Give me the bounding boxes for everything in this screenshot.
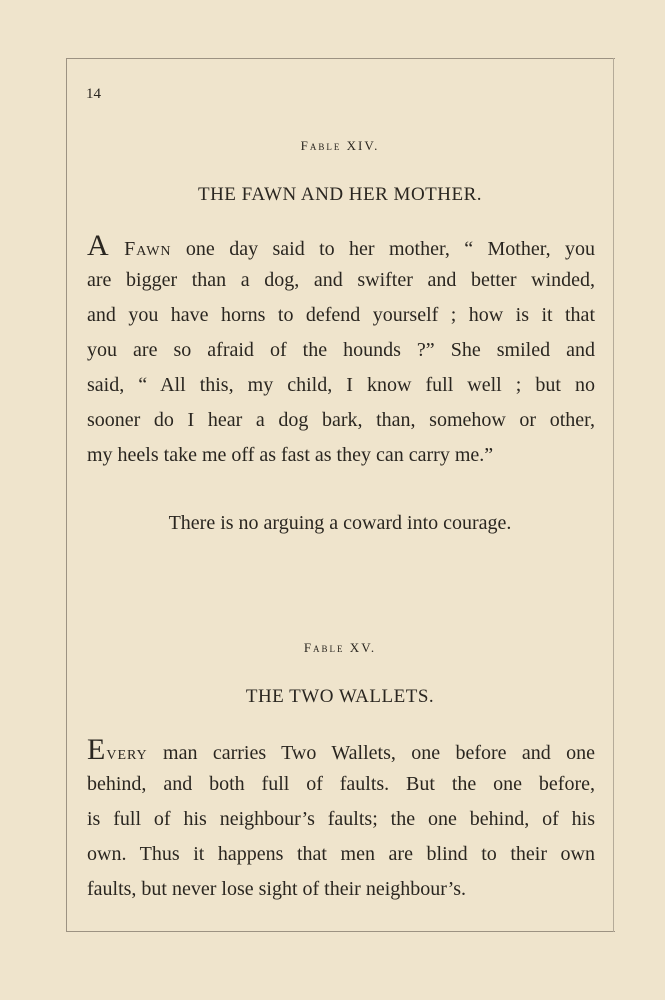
- fable-15-body: [87, 732, 595, 907]
- fable-14-body: [87, 228, 595, 473]
- fable-14-line-2: are bigger than a dog, and swifter and better winded,: [87, 269, 595, 291]
- fable-14-line-5: said, “ All this, my child, I know full well ; but no: [87, 374, 595, 396]
- fable-15-line-2: behind, and both full of faults. But the one before,: [87, 773, 595, 795]
- fable-15-line-1: Every man carries Two Wallets, one before and one: [87, 733, 595, 766]
- fable-14-moral: There is no arguing a coward into courage.: [168, 512, 512, 534]
- fable-14-dropcap: A: [87, 229, 110, 262]
- fable-15-first-word: very: [106, 742, 148, 764]
- fable-15-title: THE TWO WALLETS.: [245, 686, 435, 707]
- fable-15-line-5: faults, but never lose sight of their neighbour’s.: [87, 878, 467, 900]
- fable-14-line-7: my heels take me off as fast as they can carry me.”: [87, 444, 494, 466]
- fable-15-dropcap: E: [87, 733, 107, 766]
- fable-14-line-3: and you have horns to defend yourself ; how is it that: [87, 304, 595, 326]
- fable-14-line-1: A Fawn one day said to her mother, “ Mother, you: [87, 229, 595, 262]
- fable-14-first-word: Fawn: [124, 238, 172, 260]
- fable-14-line-6: sooner do I hear a dog bark, than, somehow or other,: [87, 409, 595, 431]
- fable-14-line-4: you are so afraid of the hounds ?” She smiled and: [87, 339, 595, 361]
- page-number: 14: [86, 86, 101, 102]
- fable-15-line-3: is full of his neighbour’s faults; the one behind, of his: [87, 808, 595, 830]
- fable-15-line-4: own. Thus it happens that men are blind to their own: [87, 843, 595, 865]
- fable-14-label: Fable XIV.: [300, 138, 380, 153]
- fable-14-title: THE FAWN AND HER MOTHER.: [197, 184, 483, 205]
- fable-15-label: Fable XV.: [303, 640, 377, 655]
